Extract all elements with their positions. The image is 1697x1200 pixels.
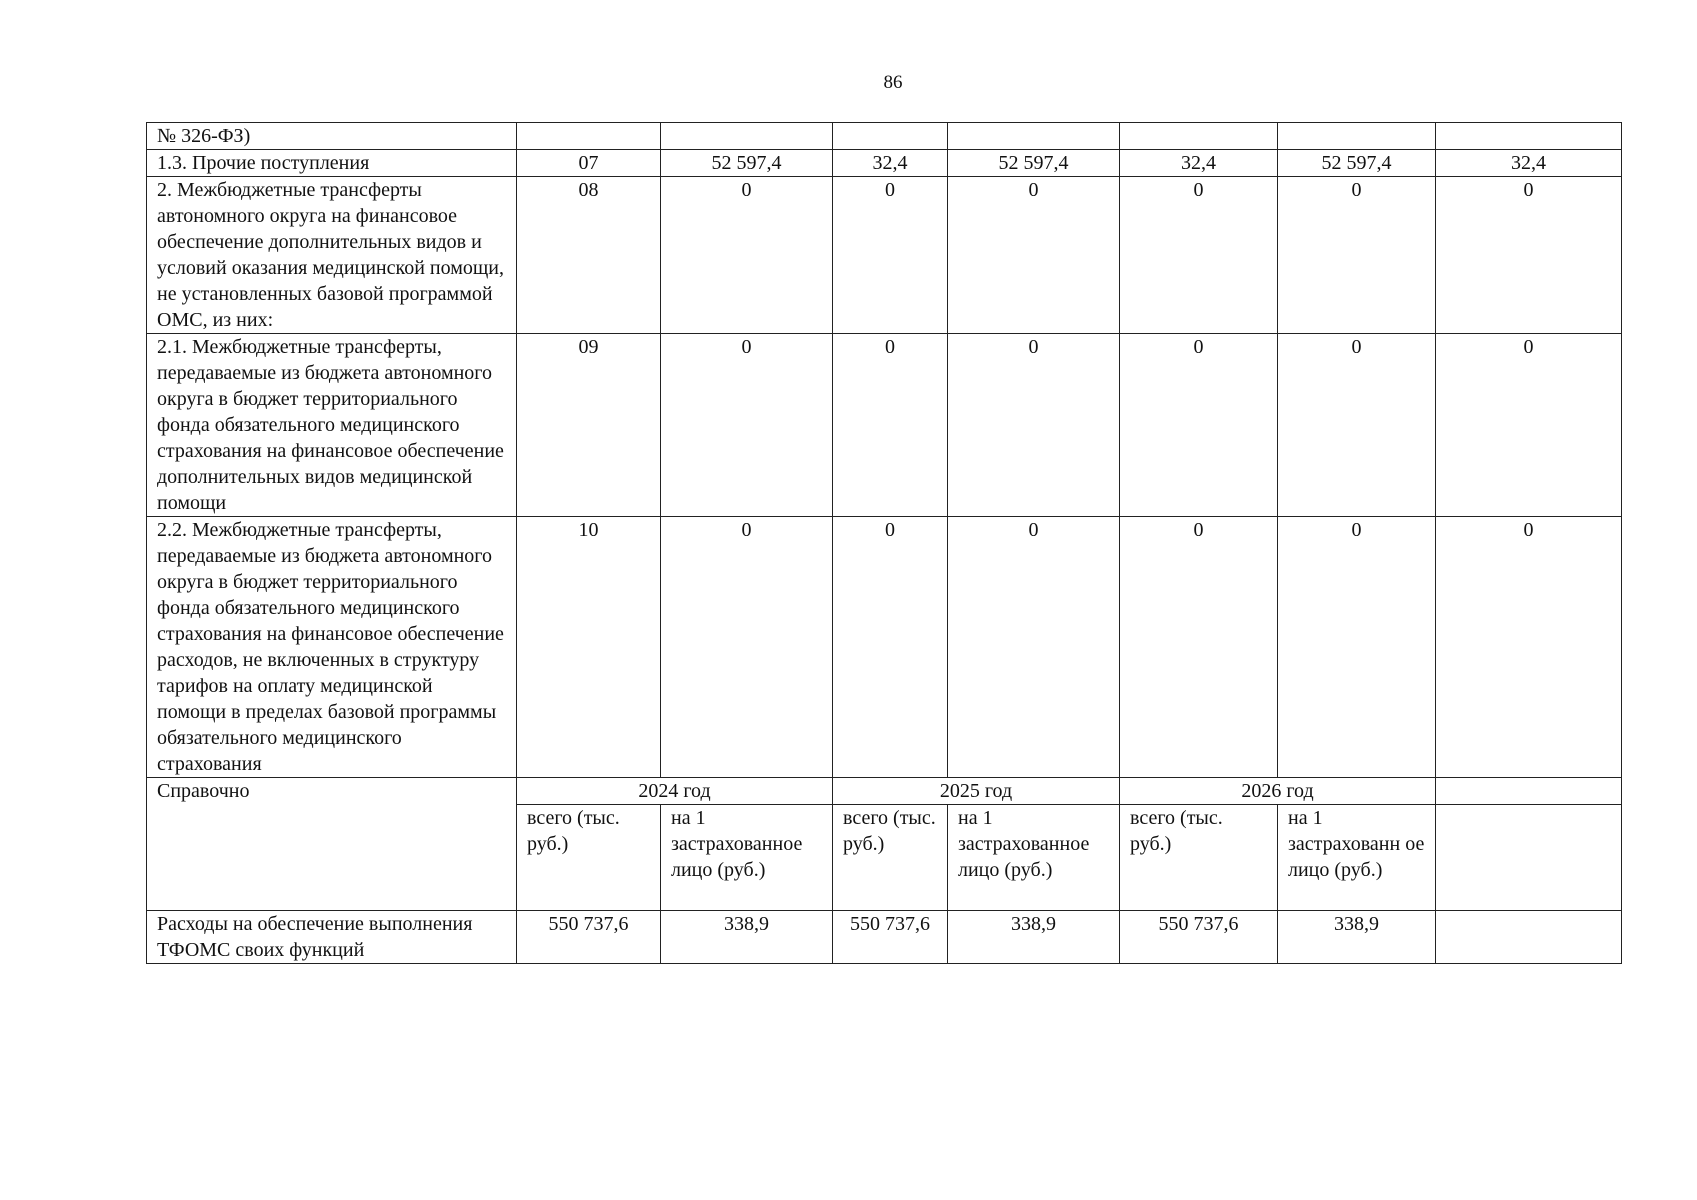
table-row	[147, 517, 1622, 778]
cell-2024-total: 0	[661, 177, 833, 334]
cell-2026-total: 0	[1278, 517, 1436, 778]
cell-2025-total	[948, 123, 1120, 150]
row-name: 2.1. Межбюджетные трансферты, передаваемые из бюджета автономного округа в бюджет территориального фонда обязательного медицинского страхования на финансовое обеспечение дополнительных видов медицинской помощи	[147, 334, 517, 517]
cell-2025-per-person: 0	[1120, 177, 1278, 334]
table-row	[147, 150, 1622, 177]
row-code	[517, 123, 661, 150]
expense-2024-per-person: 338,9	[661, 911, 833, 964]
expense-2025-total: 550 737,6	[833, 911, 948, 964]
year-header-2024: 2024 год	[517, 778, 833, 805]
year-header-2026: 2026 год	[1120, 778, 1436, 805]
cell-2024-per-person: 32,4	[833, 150, 948, 177]
subheader-2026-total: всего (тыс. руб.)	[1120, 805, 1278, 911]
row-name: 1.3. Прочие поступления	[147, 150, 517, 177]
table-row	[147, 177, 1622, 334]
table-row	[147, 334, 1622, 517]
subheader-2024-total: всего (тыс. руб.)	[517, 805, 661, 911]
cell-2026-per-person: 0	[1436, 177, 1622, 334]
row-name: 2.2. Межбюджетные трансферты, передаваемые из бюджета автономного округа в бюджет территориального фонда обязательного медицинского страхования на финансовое обеспечение расходов, не включенных в структуру тарифов на оплату медицинской помощи в пределах базовой программы обязательного медицинского страхования	[147, 517, 517, 778]
empty-cell	[1436, 805, 1622, 911]
expense-2026-per-person: 338,9	[1278, 911, 1436, 964]
row-code: 07	[517, 150, 661, 177]
page-number: 86	[883, 72, 903, 93]
expense-row	[147, 911, 1622, 964]
empty-cell	[1436, 911, 1622, 964]
cell-2025-total: 52 597,4	[948, 150, 1120, 177]
cell-2026-per-person	[1436, 123, 1622, 150]
cell-2025-total: 0	[948, 334, 1120, 517]
reference-year-row	[147, 778, 1622, 805]
subheader-2025-per-person: на 1 застрахованное лицо (руб.)	[948, 805, 1120, 911]
cell-2025-per-person: 32,4	[1120, 150, 1278, 177]
cell-2024-total: 0	[661, 334, 833, 517]
cell-2025-total: 0	[948, 517, 1120, 778]
cell-2024-per-person: 0	[833, 517, 948, 778]
cell-2026-total: 52 597,4	[1278, 150, 1436, 177]
table-row	[147, 123, 1622, 150]
financial-table	[146, 122, 1622, 964]
cell-2025-per-person: 0	[1120, 334, 1278, 517]
cell-2024-total: 0	[661, 517, 833, 778]
reference-label: Справочно	[147, 778, 517, 911]
expense-name: Расходы на обеспечение выполнения ТФОМС своих функций	[147, 911, 517, 964]
cell-2026-total: 0	[1278, 177, 1436, 334]
cell-2026-per-person: 0	[1436, 517, 1622, 778]
row-code: 10	[517, 517, 661, 778]
cell-2025-per-person	[1120, 123, 1278, 150]
cell-2026-per-person: 32,4	[1436, 150, 1622, 177]
cell-2024-per-person: 0	[833, 334, 948, 517]
year-header-2025: 2025 год	[833, 778, 1120, 805]
cell-2025-per-person: 0	[1120, 517, 1278, 778]
expense-2026-total: 550 737,6	[1120, 911, 1278, 964]
row-code: 08	[517, 177, 661, 334]
subheader-2024-per-person: на 1 застрахованное лицо (руб.)	[661, 805, 833, 911]
row-name: № 326-ФЗ)	[147, 123, 517, 150]
subheader-2026-per-person: на 1 застрахованн ое лицо (руб.)	[1278, 805, 1436, 911]
expense-2024-total: 550 737,6	[517, 911, 661, 964]
expense-2025-per-person: 338,9	[948, 911, 1120, 964]
cell-2024-total	[661, 123, 833, 150]
cell-2024-total: 52 597,4	[661, 150, 833, 177]
empty-cell	[1436, 778, 1622, 805]
cell-2024-per-person	[833, 123, 948, 150]
cell-2026-total: 0	[1278, 334, 1436, 517]
cell-2025-total: 0	[948, 177, 1120, 334]
subheader-2025-total: всего (тыс. руб.)	[833, 805, 948, 911]
row-name: 2. Межбюджетные трансферты автономного округа на финансовое обеспечение дополнительных видов и условий оказания медицинской помощи, не установленных базовой программой ОМС, из них:	[147, 177, 517, 334]
row-code: 09	[517, 334, 661, 517]
cell-2024-per-person: 0	[833, 177, 948, 334]
cell-2026-total	[1278, 123, 1436, 150]
cell-2026-per-person: 0	[1436, 334, 1622, 517]
